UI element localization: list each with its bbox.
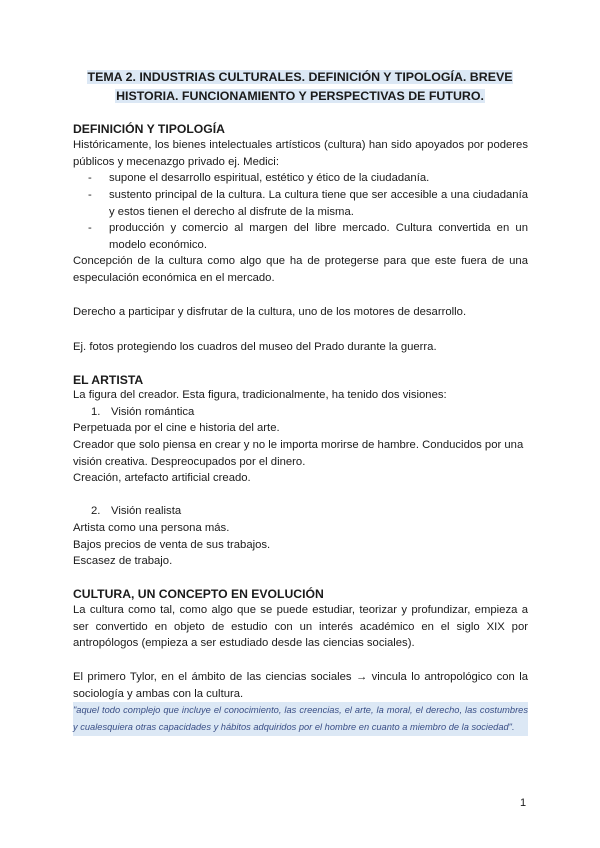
- list-item-text: supone el desarrollo espiritual, estético y ético de la ciudadanía.: [109, 172, 430, 184]
- text-line: Escasez de trabajo.: [73, 555, 173, 567]
- paragraph-tylor: El primero Tylor, en el ámbito de las ciencias sociales → vincula lo antropológico con la sociología y ambas con la cultura.: [73, 671, 528, 700]
- list-item: [88, 187, 528, 220]
- paragraph-historicamente: Históricamente, los bienes intelectuales artísticos (cultura) han sido apoyados por poderes públicos y mecenazgo privado ej. Medici:: [73, 139, 528, 168]
- list-item-text: producción y comercio al margen del libre mercado. Cultura convertida en un modelo económico.: [109, 222, 528, 251]
- paragraph-cultura: La cultura como tal, como algo que se puede estudiar, teorizar y profundizar, empieza a ser convertido en objeto de estudio con un interés académico en el siglo XIX por antropólogos (empieza a ser estudiado desde las ciencias sociales).: [73, 604, 528, 650]
- section-heading-definicion: DEFINICIÓN Y TIPOLOGÍA: [73, 122, 225, 136]
- title-line-2: HISTORIA. FUNCIONAMIENTO Y PERSPECTIVAS DE FUTURO.: [116, 89, 484, 103]
- section-heading-artista: EL ARTISTA: [73, 373, 144, 387]
- text-line: Artista como una persona más.: [73, 522, 230, 534]
- list-item: [88, 170, 528, 187]
- page-number: 1: [520, 797, 527, 809]
- bullet-marker: -: [88, 222, 92, 234]
- paragraph-ejemplo: Ej. fotos protegiendo los cuadros del museo del Prado durante la guerra.: [73, 341, 437, 353]
- item-label: Visión realista: [111, 505, 182, 517]
- item-number: 2.: [91, 505, 101, 517]
- item-label: Visión romántica: [111, 406, 195, 418]
- text-line: Creación, artefacto artificial creado.: [73, 472, 251, 484]
- numbered-item-2: [91, 503, 181, 520]
- text-line: Perpetuada por el cine e historia del arte.: [73, 422, 280, 434]
- paragraph-concepcion: Concepción de la cultura como algo que ha de protegerse para que este fuera de una especulación económica en el mercado.: [73, 255, 528, 284]
- numbered-item-1: [91, 404, 194, 421]
- section-heading-cultura: CULTURA, UN CONCEPTO EN EVOLUCIÓN: [73, 587, 324, 601]
- paragraph-derecho: Derecho a participar y disfrutar de la cultura, uno de los motores de desarrollo.: [73, 306, 467, 318]
- quote-tylor: "aquel todo complejo que incluye el conocimiento, las creencias, el arte, la moral, el derecho, las costumbres y cualesquiera otras capacidades y hábitos adquiridos por el hombre en cuanto a miembro de la sociedad".: [73, 702, 528, 736]
- list-item-text: sustento principal de la cultura. La cultura tiene que ser accesible a una ciudadanía y estos tienen el derecho al disfrute de la misma.: [109, 189, 528, 218]
- document-title: [60, 68, 540, 106]
- list-item: [88, 220, 528, 253]
- bullet-marker: -: [88, 189, 92, 201]
- item-number: 1.: [91, 406, 101, 418]
- paragraph-figura: La figura del creador. Esta figura, tradicionalmente, ha tenido dos visiones:: [73, 389, 447, 401]
- title-line-1: TEMA 2. INDUSTRIAS CULTURALES. DEFINICIÓN Y TIPOLOGÍA. BREVE: [87, 70, 513, 84]
- bullet-marker: -: [88, 172, 92, 184]
- text-line: Bajos precios de venta de sus trabajos.: [73, 539, 271, 551]
- paragraph-creador: Creador que solo piensa en crear y no le importa morirse de hambre. Conducidos por una visión creativa. Despreocupados por el dinero.: [73, 439, 524, 468]
